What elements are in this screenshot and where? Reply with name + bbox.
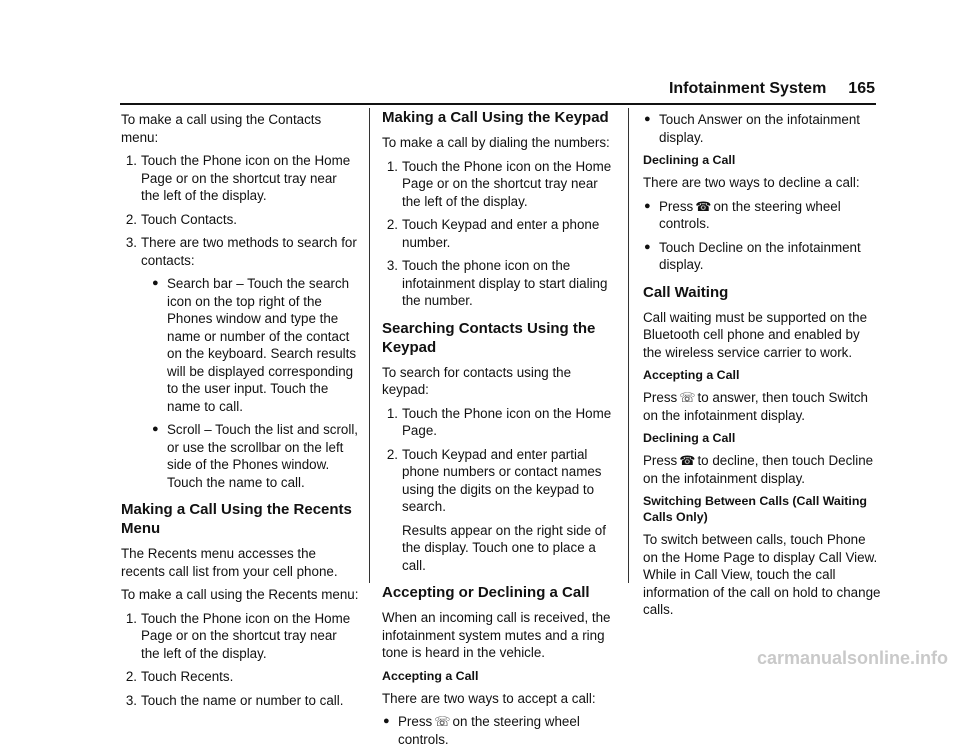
contacts-step-2: 2. Touch Contacts. [125,211,238,227]
switching-calls-subheading: Switching Between Calls (Call Waiting Calls Only) [643,494,867,524]
search-bar-bullet: ● Search bar – Touch the search icon on the top right of the Phones window and type the name or number of the contact on the keyboard. Search results will be displayed corresponding to the user input. Touch the name to call. [152,276,357,414]
page-header [590,80,875,98]
accepting-call-subheading: Accepting a Call [382,668,479,683]
column-1 [121,111,359,715]
header-rule [120,103,876,105]
keypad-step-2: 2. Touch Keypad and enter a phone number. [386,217,600,250]
decline-press-bullet: ● Press ☎ on the steering wheel controls. [644,198,841,231]
keypad-heading: Making a Call Using the Keypad [382,109,609,126]
call-waiting-heading: Call Waiting [643,283,729,301]
recents-heading: Making a Call Using the Recents Menu [121,501,352,537]
accept-decline-heading: Accepting or Declining a Call [382,584,590,601]
section-title: Infotainment System [668,80,827,97]
bullet-icon: ● [383,715,390,727]
recents-step-1: 1. Touch the Phone icon on the Home Page or on the shortcut tray near the left of the display. [125,610,351,661]
bullet-icon: ● [644,199,651,212]
contacts-intro: To make a call using the Contacts menu: [121,112,322,145]
accept-press-bullet: ● Press ☏ on the steering wheel controls. [383,714,580,747]
decline-call-icon: ☎ [695,198,712,214]
answer-call-icon: ☏ [434,714,451,729]
declining-call-subheading: Declining a Call [643,153,736,167]
contacts-step-3: 3. There are two methods to search for contacts: [125,235,357,268]
search-keypad-heading: Searching Contacts Using the Keypad [382,319,596,356]
waiting-declining-subheading: Declining a Call [643,431,736,445]
search-keypad-intro: To search for contacts using the keypad: [382,364,572,397]
bullet-icon: ● [152,277,159,289]
accept-ways-text: There are two ways to accept a call: [382,690,596,706]
recents-intro: To make a call using the Recents menu: [121,587,359,602]
touch-decline-bullet: ● Touch Decline on the infotainment display. [644,239,861,272]
page-number: 165 [848,80,875,97]
call-waiting-paragraph: Call waiting must be supported on the Bluetooth cell phone and enabled by the wireless service carrier to work. [643,309,868,360]
decline-call-icon: ☎ [679,453,696,468]
touch-answer-bullet: ● Touch Answer on the infotainment display. [644,112,860,145]
bullet-icon: ● [644,240,651,253]
switching-calls-paragraph: To switch between calls, touch Phone on the Home Page to display Call View. While in Call View, touch the call information of the call on hold to change calls. [643,532,881,617]
bullet-icon: ● [152,423,159,435]
decline-ways-text: There are two ways to decline a call: [643,175,860,190]
keypad-intro: To make a call by dialing the numbers: [382,135,610,150]
scroll-bullet: ● Scroll – Touch the list and scroll, or use the scrollbar on the left side of the Phones window. Touch the name to call. [152,422,359,490]
column-divider-1 [369,108,370,583]
keypad-step-3: 3. Touch the phone icon on the infotainment display to start dialing the number. [386,258,608,308]
column-3 [643,111,881,625]
recents-paragraph: The Recents menu accesses the recents call list from your cell phone. [121,546,338,579]
accept-decline-paragraph: When an incoming call is received, the infotainment system mutes and a ring tone is heard in the vehicle. [382,610,611,660]
bullet-icon: ● [644,113,651,125]
keypad-step-1: 1. Touch the Phone icon on the Home Page or on the shortcut tray near the left of the display. [386,158,612,209]
search-step-1: 1. Touch the Phone icon on the Home Page. [386,405,612,438]
answer-call-icon: ☏ [679,390,696,405]
waiting-decline-text: Press ☎ to decline, then touch Decline on the infotainment display. [643,453,874,486]
search-step-2-result: Results appear on the right side of the display. Touch one to place a call. [402,522,606,573]
waiting-accept-text: Press ☏ to answer, then touch Switch on the infotainment display. [643,390,868,423]
column-divider-2 [628,108,629,583]
search-step-2: 2. Touch Keypad and enter partial phone numbers or contact names using the digits on the keypad to search. [386,446,602,514]
waiting-accepting-subheading: Accepting a Call [643,368,740,382]
contacts-step-1: 1. Touch the Phone icon on the Home Page or on the shortcut tray near the left of the display. [125,153,351,203]
recents-step-3: 3. Touch the name or number to call. [125,692,344,708]
recents-step-2: 2. Touch Recents. [125,669,234,684]
watermark: carmanualsonline.info [756,648,948,668]
